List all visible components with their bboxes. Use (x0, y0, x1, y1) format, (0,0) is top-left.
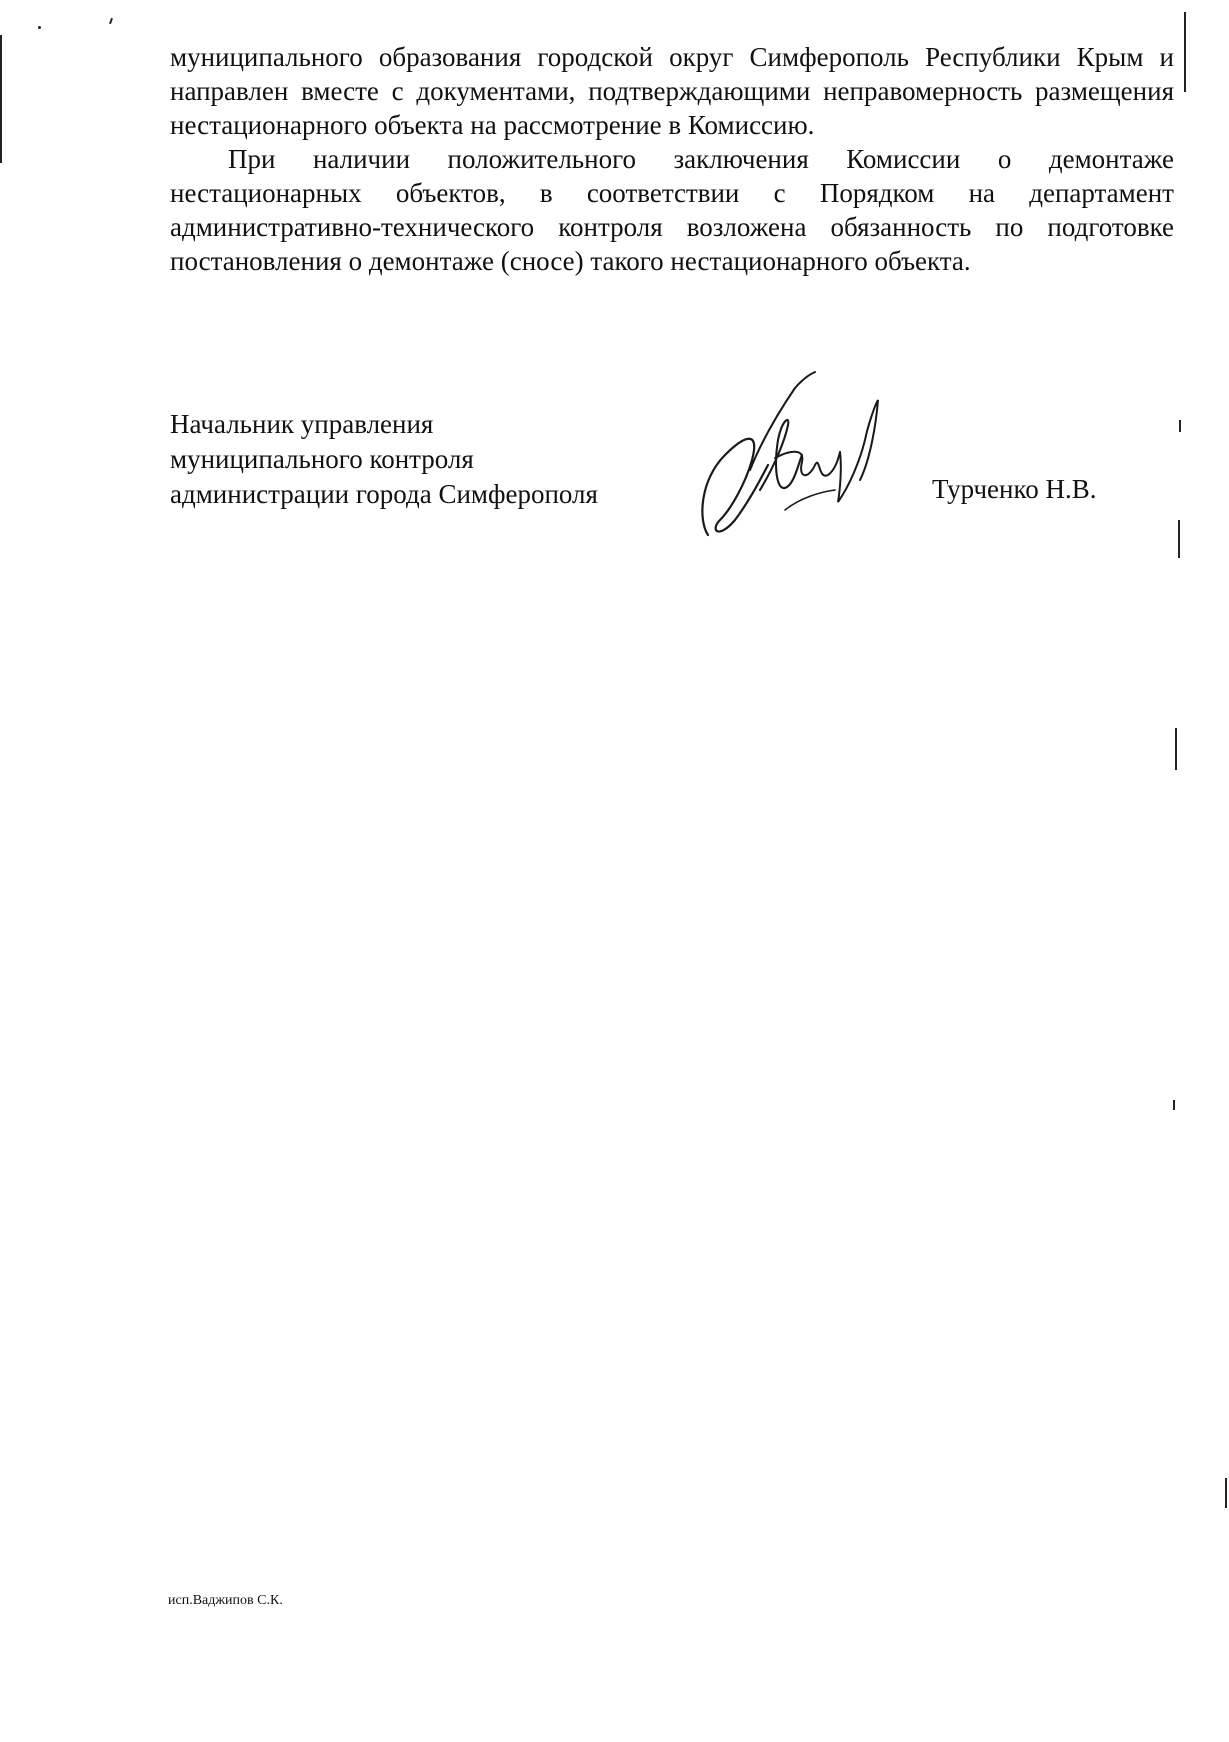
scan-artifact-dot (38, 26, 41, 29)
handwritten-signature (690, 370, 900, 550)
signatory-title-line-2: муниципального контроля (170, 444, 474, 474)
signatory-title-line-1: Начальник управления (170, 409, 434, 439)
scan-artifact-right-5 (1173, 1100, 1175, 1110)
paragraph-dismantling: При наличии положительного заключения Комиссии о демонтаже нестационарных объектов, в соответствии с Порядком на департамент административно-технического контроля возложена обязанность по подготовке постановления о демонтаже (сносе) такого нестационарного объекта. (170, 144, 1174, 276)
signatory-title-line-3: администрации города Симферополя (170, 479, 598, 509)
scan-artifact-left-edge (0, 35, 2, 163)
scan-artifact-right-6 (1225, 1478, 1227, 1508)
scan-artifact-right-1 (1184, 12, 1186, 92)
executor-note: исп.Ваджипов С.К. (168, 1593, 283, 1608)
scan-artifact-right-2 (1179, 420, 1181, 432)
scan-artifact-right-4 (1175, 728, 1177, 770)
letter-body (170, 40, 1174, 278)
scan-artifact-right-3 (1178, 520, 1180, 558)
scan-artifact-tick (109, 18, 113, 24)
paragraph-continuation: муниципального образования городской округ Симферополь Республики Крым и направлен вместе с документами, подтверждающими неправомерность размещения нестационарного объекта на рассмотрение в Комиссию. (170, 42, 1174, 140)
signatory-name: Турченко Н.В. (932, 474, 1097, 504)
